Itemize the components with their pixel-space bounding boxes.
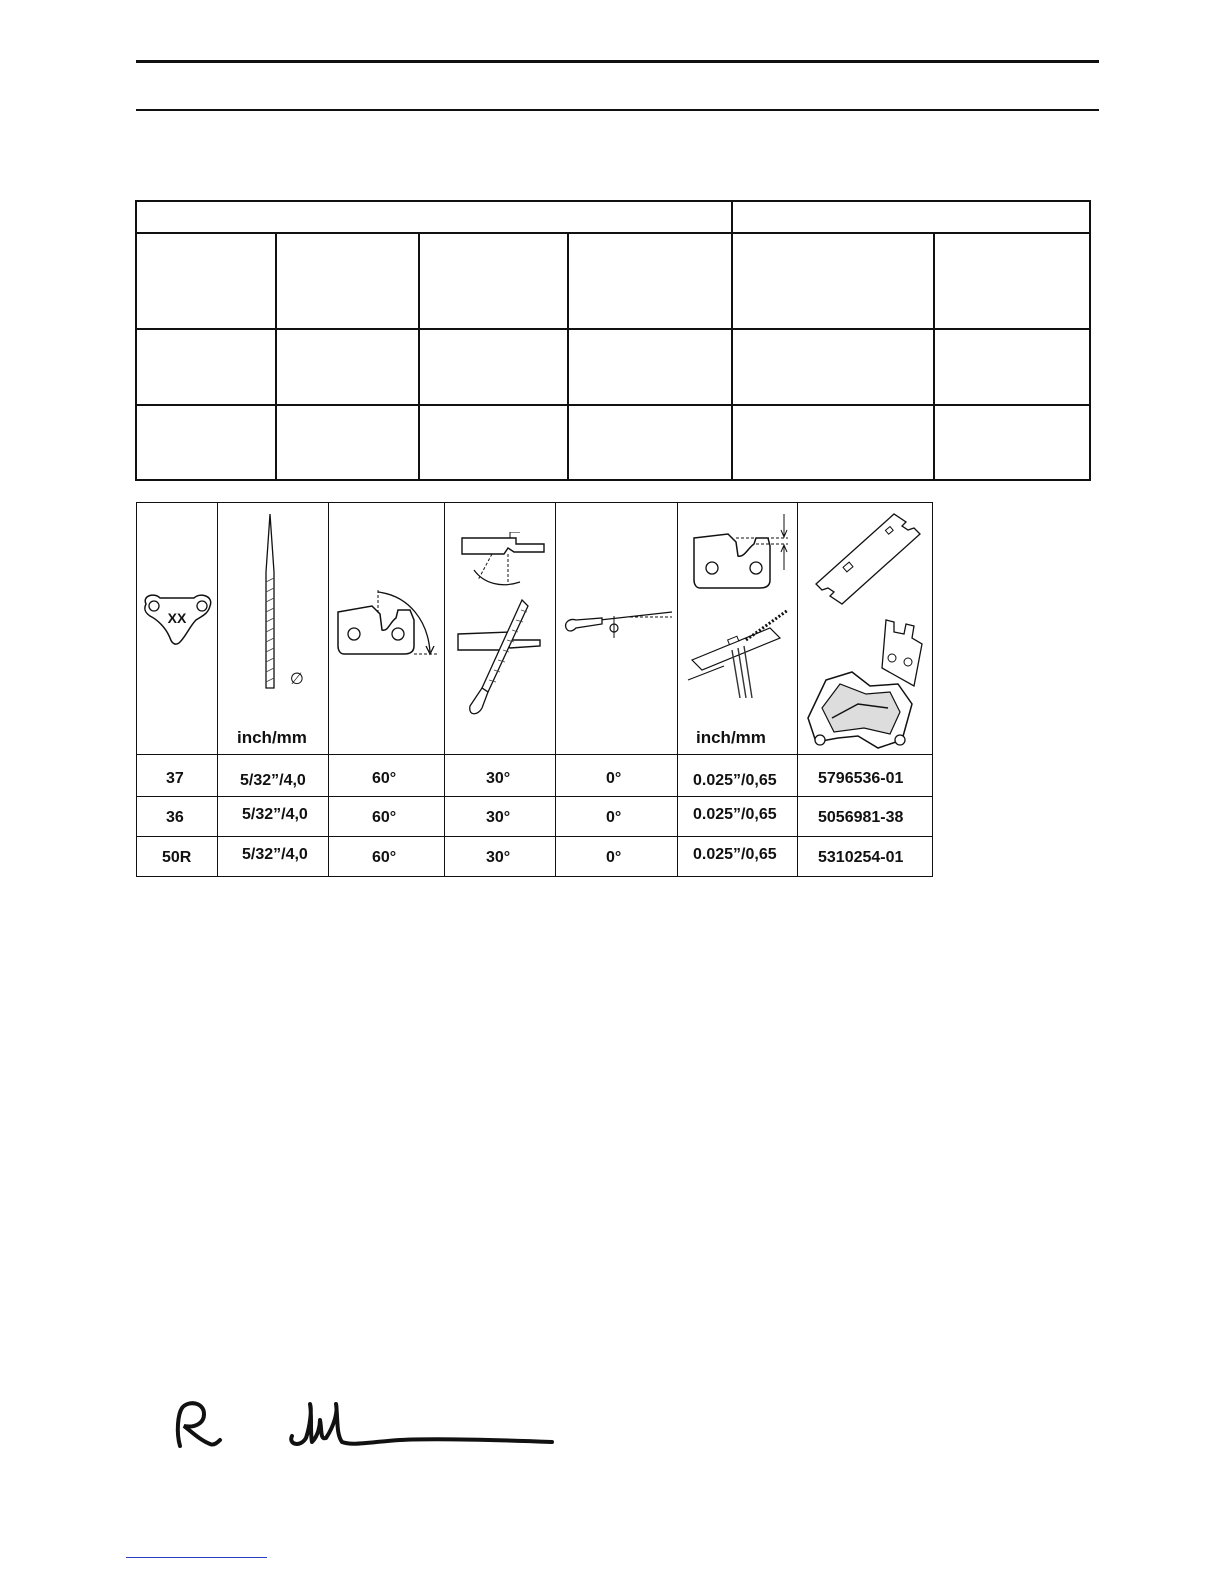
header-rule-top — [136, 60, 1099, 63]
chain-link-icon — [140, 590, 216, 650]
tilt-angle: 0° — [606, 809, 622, 826]
header-rule-bottom — [136, 109, 1099, 111]
file-angle: 30° — [486, 849, 511, 866]
specification-table — [135, 200, 1091, 481]
depth-gauge-setting: 0.025”/0,65 — [693, 846, 777, 863]
chain-model: 50R — [162, 849, 192, 866]
file-size: 5/32”/4,0 — [240, 772, 306, 789]
tilt-angle: 0° — [606, 770, 622, 787]
round-file-icon — [236, 512, 316, 692]
depth-gauge-setting: 0.025”/0,65 — [693, 772, 777, 789]
top-plate-angle-icon — [332, 586, 442, 662]
sharpening-table — [136, 502, 933, 877]
part-number: 5310254-01 — [818, 849, 904, 866]
depth-gauge-setting: 0.025”/0,65 — [693, 806, 777, 823]
file-angle-icon — [448, 532, 548, 718]
tilt-angle: 0° — [606, 849, 622, 866]
file-handle-tilt-icon — [560, 602, 674, 642]
top-plate-angle: 60° — [372, 849, 397, 866]
file-angle: 30° — [486, 809, 511, 826]
diameter-symbol: ∅ — [290, 669, 304, 688]
chain-model: 37 — [166, 770, 184, 787]
part-number: 5796536-01 — [818, 770, 904, 787]
file-size: 5/32”/4,0 — [242, 806, 308, 823]
file-angle: 30° — [486, 770, 511, 787]
depth-gauge-unit: inch/mm — [696, 728, 766, 747]
chain-model: 36 — [166, 809, 184, 826]
file-size: 5/32”/4,0 — [242, 846, 308, 863]
top-plate-angle: 60° — [372, 809, 397, 826]
depth-gauge-icon — [684, 510, 792, 698]
file-gauge-icon — [802, 508, 930, 752]
chain-link-marker: XX — [167, 610, 187, 626]
top-plate-angle: 60° — [372, 770, 397, 787]
file-diameter-unit: inch/mm — [237, 728, 307, 747]
footer-link-underline — [126, 1557, 267, 1558]
signature — [170, 1396, 560, 1458]
part-number: 5056981-38 — [818, 809, 904, 826]
